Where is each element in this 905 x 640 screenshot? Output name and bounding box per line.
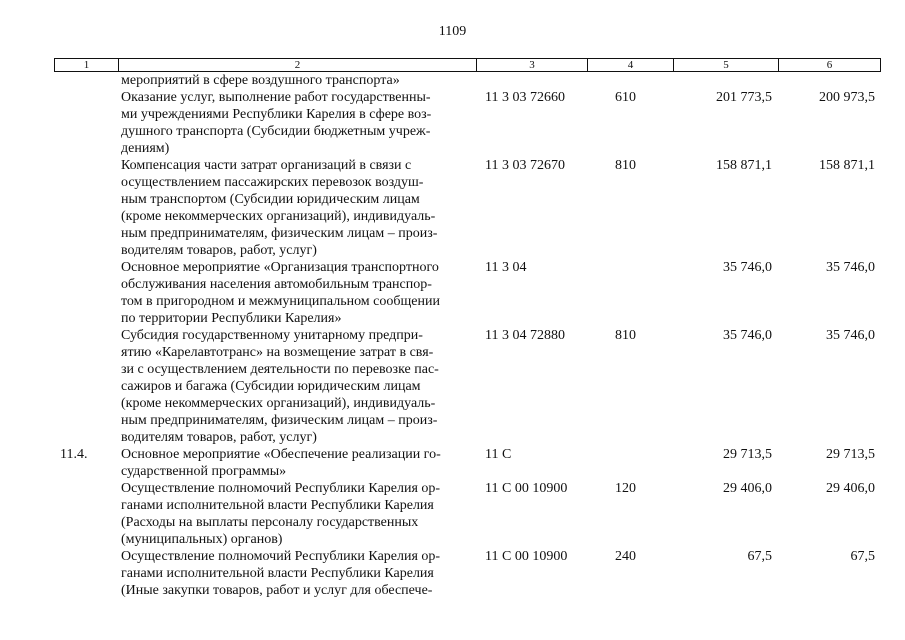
table-row [54,446,881,480]
description-line: обслуживания населения автомобильным транспор- [121,277,432,292]
budget-code: 11 3 04 72880 [485,328,565,343]
expense-type: 610 [615,90,636,105]
table-row [54,259,881,327]
amount-col-6: 29 713,5 [826,447,875,462]
row-description [118,72,476,89]
amount-col-5: 158 871,1 [716,158,772,173]
description-line: Субсидия государственному унитарному предпри- [121,328,423,343]
description-line: (кроме некоммерческих организаций), индивидуаль- [121,209,436,224]
header-col-5: 5 [674,59,779,71]
description-line: Основное мероприятие «Организация транспортного [121,260,439,275]
amount-col-6: 29 406,0 [826,481,875,496]
description-line: сударственной программы» [121,464,287,479]
table-row [54,72,881,89]
description-line: Осуществление полномочий Республики Карелия ор- [121,549,441,564]
header-col-4: 4 [588,59,674,71]
amount-col-5: 29 713,5 [723,447,772,462]
expense-type: 810 [615,328,636,343]
description-line: Осуществление полномочий Республики Карелия ор- [121,481,441,496]
row-description [118,548,476,599]
amount-col-5: 35 746,0 [723,328,772,343]
description-line: (Расходы на выплаты персоналу государственных [121,515,419,530]
budget-code: 11 3 03 72670 [485,158,565,173]
description-line: водителям товаров, работ, услуг) [121,430,317,445]
description-line: сажиров и багажа (Субсидии юридическим лицам [121,379,421,394]
row-description [118,89,476,157]
description-line: мероприятий в сфере воздушного транспорта» [121,73,400,88]
budget-code: 11 3 04 [485,260,527,275]
description-line: том в пригородном и межмуниципальном сообщении [121,294,440,309]
amount-col-6: 200 973,5 [819,90,875,105]
description-line: дениям) [121,141,170,156]
row-description [118,446,476,480]
description-line: Оказание услуг, выполнение работ государственны- [121,90,431,105]
budget-code: 11 С 00 10900 [485,481,568,496]
table-row [54,157,881,259]
description-line: по территории Республики Карелия» [121,311,342,326]
amount-col-6: 35 746,0 [826,260,875,275]
header-col-6: 6 [826,59,833,71]
description-line: (муниципальных) органов) [121,532,283,547]
expense-type: 240 [615,549,636,564]
header-col-2: 2 [119,59,477,71]
description-line: душного транспорта (Субсидии бюджетным учреж- [121,124,431,139]
amount-col-5: 67,5 [747,549,772,564]
row-description [118,480,476,548]
amount-col-6: 158 871,1 [819,158,875,173]
description-line: ганами исполнительной власти Республики Карелия [121,498,434,513]
description-line: Компенсация части затрат организаций в связи с [121,158,412,173]
description-line: Основное мероприятие «Обеспечение реализации го- [121,447,441,462]
description-line: зи с осуществлением деятельности по перевозке пас- [121,362,439,377]
page-number: 1109 [438,24,467,39]
expense-type: 120 [615,481,636,496]
table-body [54,72,881,599]
amount-col-5: 35 746,0 [723,260,772,275]
description-line: ганами исполнительной власти Республики Карелия [121,566,434,581]
amount-col-6: 67,5 [850,549,875,564]
expense-type: 810 [615,158,636,173]
table-row [54,327,881,446]
row-description [118,157,476,259]
description-line: (кроме некоммерческих организаций), индивидуаль- [121,396,436,411]
table-row [54,89,881,157]
budget-code: 11 С [485,447,512,462]
header-col-1: 1 [55,59,119,71]
amount-col-5: 29 406,0 [723,481,772,496]
amount-col-6: 35 746,0 [826,328,875,343]
table-row [54,480,881,548]
description-line: ным предпринимателям, физическим лицам – произ- [121,226,438,241]
row-number: 11.4. [60,447,88,462]
description-line: ным предпринимателям, физическим лицам – произ- [121,413,438,428]
budget-code: 11 3 03 72660 [485,90,565,105]
description-line: ми учреждениями Республики Карелия в сфере воз- [121,107,432,122]
row-description [118,259,476,327]
amount-col-5: 201 773,5 [716,90,772,105]
description-line: ным транспортом (Субсидии юридическим лицам [121,192,420,207]
description-line: осуществлением пассажирских перевозок воздуш- [121,175,424,190]
table-header [54,58,881,72]
description-line: водителям товаров, работ, услуг) [121,243,317,258]
budget-code: 11 С 00 10900 [485,549,568,564]
table-row [54,548,881,599]
description-line: (Иные закупки товаров, работ и услуг для обеспече- [121,583,433,598]
description-line: ятию «Карелавтотранс» на возмещение затрат в свя- [121,345,434,360]
row-description [118,327,476,446]
header-col-3: 3 [477,59,588,71]
